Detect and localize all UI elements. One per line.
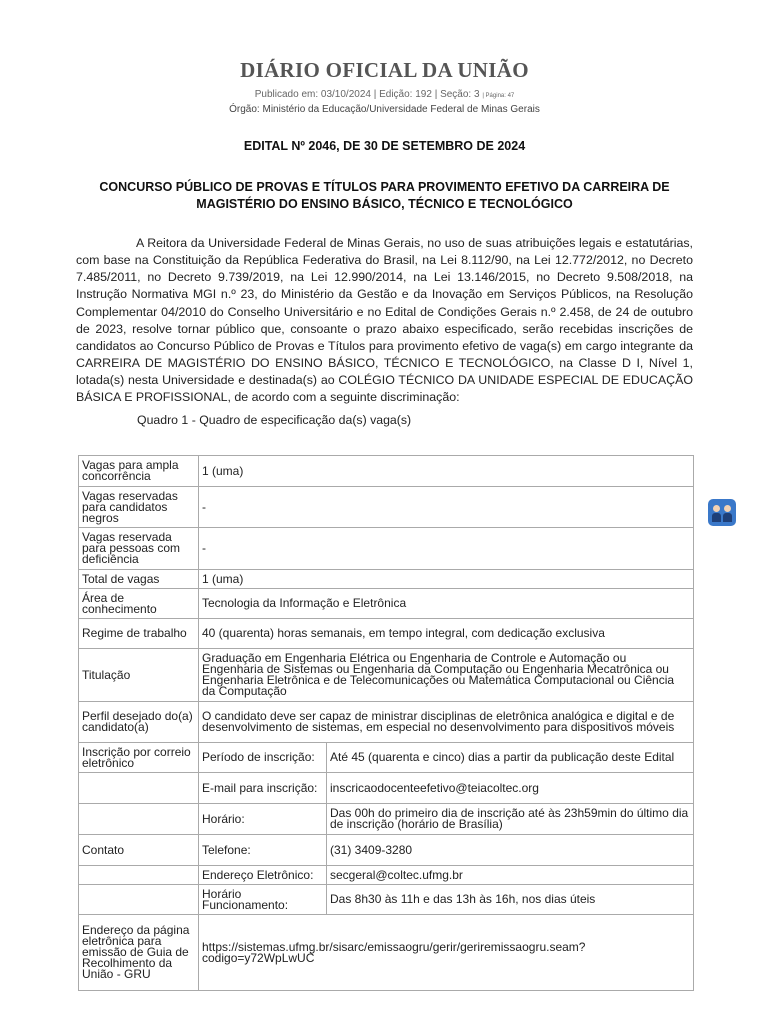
table-value-cell: Até 45 (quarenta e cinco) dias a partir da publicação deste Edital [327,743,694,773]
table-row [79,835,694,866]
gru-url-link[interactable]: https://sistemas.ufmg.br/sisarc/emissaogru/gerir/geriremissaogru.seam?codigo=y72WpLwUC [199,915,694,991]
table-value-cell: 40 (quarenta) horas semanais, em tempo integral, com dedicação exclusiva [199,619,694,649]
table-value-cell: 1 (uma) [199,570,694,589]
table-row [79,589,694,619]
table-value-cell: O candidato deve ser capaz de ministrar disciplinas de eletrônica analógica e digital e de desenvolvimento de sistemas, em especial no desenvolvimento para dispositivos móveis [199,702,694,743]
table-value-cell: (31) 3409-3280 [327,835,694,866]
table-label-cell: Total de vagas [79,570,199,589]
table-value-cell: Das 00h do primeiro dia de inscrição até às 23h59min do último dia de inscrição (horário de Brasília) [327,804,694,835]
email-link[interactable]: inscricaodocenteefetivo@teiacoltec.org [327,773,694,804]
document-page [76,0,693,427]
table-empty-cell [79,773,199,804]
table-row [79,866,694,885]
table-sublabel-cell: Horário: [199,804,327,835]
table-row [79,915,694,991]
table-row [79,649,694,702]
table-sublabel-cell: Horário Funcionamento: [199,885,327,915]
table-value-cell: Tecnologia da Informação e Eletrônica [199,589,694,619]
avatar-body-shape [723,513,732,522]
table-sublabel-cell: Telefone: [199,835,327,866]
table-sublabel-cell: Período de inscrição: [199,743,327,773]
table-row [79,743,694,773]
masthead-title: DIÁRIO OFICIAL DA UNIÃO [240,58,529,82]
table-row [79,619,694,649]
publication-info [76,89,693,100]
table-label-cell: Endereço da página eletrônica para emissão de Guia de Recolhimento da União - GRU [79,915,199,991]
table-sublabel-cell: Endereço Eletrônico: [199,866,327,885]
table-value-cell: - [199,528,694,570]
table-row [79,702,694,743]
table-value-cell: Das 8h30 às 11h e das 13h às 16h, nos dias úteis [327,885,694,915]
accessibility-avatar-icon[interactable] [708,499,736,526]
table-row [79,885,694,915]
table-row [79,570,694,589]
table-row [79,773,694,804]
table-value-cell: Graduação em Engenharia Elétrica ou Engenharia de Controle e Automação ou Engenharia de Sistemas ou Engenharia da Computação ou Engenharia Mecatrônica ou Engenharia Eletrônica e de Telecomunicações ou Matemática Computacional ou Ciência da Computação [199,649,694,702]
table-value-cell: - [199,487,694,528]
table-label-cell: Vagas reservada para pessoas com deficiência [79,528,199,570]
table-label-cell: Área de conhecimento [79,589,199,619]
body-paragraph [76,235,693,407]
table-label-cell: Inscrição por correio eletrônico [79,743,199,773]
table-label-cell: Contato [79,835,199,866]
vacancy-table [78,455,694,991]
table-label-cell: Regime de trabalho [79,619,199,649]
table-label-cell: Vagas reservadas para candidatos negros [79,487,199,528]
table-row [79,528,694,570]
avatar-body-shape [712,513,721,522]
table-value-cell: 1 (uma) [199,456,694,487]
edital-title: EDITAL Nº 2046, DE 30 DE SETEMBRO DE 2024 [243,139,526,153]
page-number: | Página: 47 [482,93,515,99]
body-paragraph-text: A Reitora da Universidade Federal de Minas Gerais, no uso de suas atribuições legais e estatutárias, com base na Constituição da República Federativa do Brasil, na Lei 8.112/90, na Lei 12.772/2012, no Decreto 7.485/2011, no Decreto 9.739/2019, na Lei 12.990/2014, na Lei 13.146/2015, no Decreto 9.508/2018, na Instrução Normativa MGI n.º 23, do Ministério da Gestão e da Inovação em Serviços Públicos, na Resolução Complementar 04/2010 do Conselho Universitário e no Edital de Condições Gerais n.º 2.458, de 24 de outubro de 2023, resolve tornar público que, consoante o prazo abaixo especificado, serão recebidas inscrições de candidatos ao Concurso Público de Provas e Títulos para provimento efetivo de vaga(s) em cargo integrante da CARREIRA DE MAGISTÉRIO DO ENSINO BÁSICO, TÉCNICO E TECNOLÓGICO, na Classe D I, Nível 1, lotada(s) nesta Universidade e destinada(s) ao COLÉGIO TÉCNICO DA UNIDADE ESPECIAL DE EDUCAÇÃO BÁSICA E PROFISSIONAL, de acordo com a seguinte discriminação: [76,236,693,405]
table-row [79,487,694,528]
publication-details: Publicado em: 03/10/2024 | Edição: 192 | Seção: 3 [254,89,480,100]
quadro-caption: Quadro 1 - Quadro de especificação da(s) vaga(s) [137,412,412,427]
table-empty-cell [79,804,199,835]
orgao-line: Órgão: Ministério da Educação/Universidade Federal de Minas Gerais [229,104,540,115]
concurso-title: CONCURSO PÚBLICO DE PROVAS E TÍTULOS PARA PROVIMENTO EFETIVO DA CARREIRA DE MAGISTÉRIO DO ENSINO BÁSICO, TÉCNICO E TECNOLÓGICO [99,180,670,211]
table-row [79,804,694,835]
table-label-cell: Vagas para ampla concorrência [79,456,199,487]
avatar-head-shape [713,505,720,512]
table-label-cell: Perfil desejado do(a) candidato(a) [79,702,199,743]
table-empty-cell [79,866,199,885]
table-sublabel-cell: E-mail para inscrição: [199,773,327,804]
table-row [79,456,694,487]
table-label-cell: Titulação [79,649,199,702]
contact-email-link[interactable]: secgeral@coltec.ufmg.br [327,866,694,885]
table-empty-cell [79,885,199,915]
avatar-head-shape [724,505,731,512]
